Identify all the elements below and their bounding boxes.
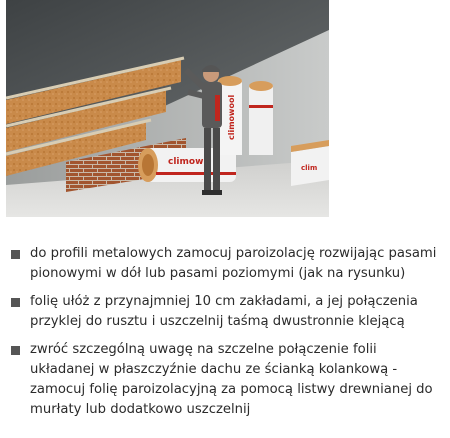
svg-text:climowool: climowool: [227, 94, 236, 140]
square-bullet-icon: [11, 298, 20, 307]
instruction-text: zwróć szczególną uwagę na szczelne połączenie folii układanej w płaszczyźnie dachu ze ścianką kolankową - zamocuj folię paroizolacyjną za pomocą listwy drewnianej do murłaty lub dodatkowo uszczelnij: [30, 342, 433, 417]
instruction-text: folię ułóż z przynajmniej 10 cm zakładami, a jej połączenia przyklej do rusztu i uszczelnij taśmą dwustronnie klejącą: [30, 294, 418, 329]
instruction-list: [8, 244, 444, 428]
svg-text:climow: climow: [168, 157, 204, 167]
svg-text:clim: clim: [301, 164, 318, 172]
installation-illustration: [6, 0, 329, 217]
attic-scene: [6, 0, 329, 217]
square-bullet-icon: [11, 250, 20, 259]
list-item: [8, 244, 444, 284]
instruction-text: do profili metalowych zamocuj paroizolację rozwijając pasami pionowymi w dół lub pasami poziomymi (jak na rysunku): [30, 246, 437, 281]
wool-slab-package: [291, 140, 329, 186]
square-bullet-icon: [11, 346, 20, 355]
wool-roll-standing: [249, 81, 273, 155]
list-item: [8, 292, 444, 332]
list-item: [8, 340, 444, 420]
